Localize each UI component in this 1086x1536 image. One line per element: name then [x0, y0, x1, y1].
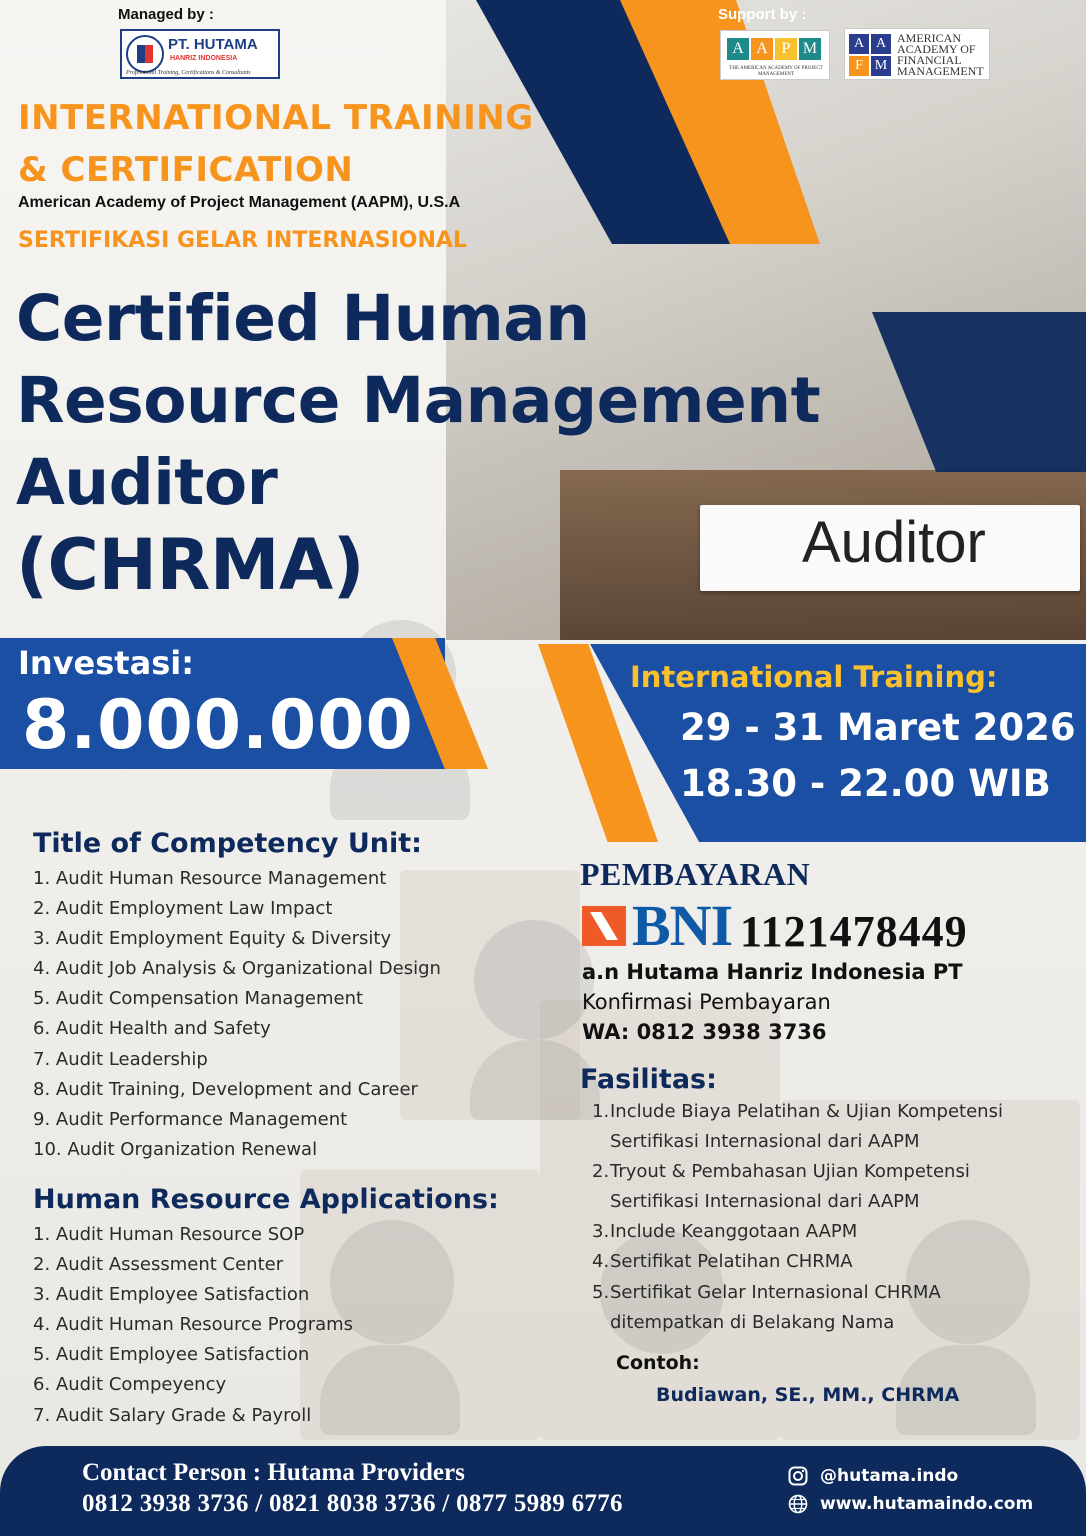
- list-item-text: ditempatkan di Belakang Nama: [610, 1311, 895, 1333]
- list-item-number: 1.: [592, 1101, 610, 1122]
- managed-by-label: Managed by :: [118, 6, 214, 23]
- list-item: 8. Audit Training, Development and Career: [33, 1078, 418, 1100]
- list-item: 4. Audit Human Resource Programs: [33, 1314, 354, 1336]
- auditor-nameplate-text: Auditor: [802, 510, 986, 575]
- training-label: International Training:: [630, 660, 998, 694]
- aapm-tile: M: [799, 38, 821, 60]
- list-item: 5. Audit Employee Satisfaction: [33, 1344, 310, 1366]
- investment-value: 8.000.000: [22, 686, 414, 765]
- training-date: 29 - 31 Maret 2026: [680, 706, 1076, 749]
- hutama-logo-sub: HANRIZ INDONESIA: [170, 55, 238, 62]
- aafm-tile: A: [871, 34, 891, 54]
- account-holder: a.n Hutama Hanriz Indonesia PT: [582, 960, 963, 984]
- aafm-name-line: AMERICAN: [897, 31, 962, 45]
- aapm-caption: THE AMERICAN ACADEMY OF PROJECT MANAGEMENT: [729, 66, 823, 77]
- aafm-name-line: ACADEMY OF: [897, 42, 976, 56]
- support-by-label: Support by :: [718, 6, 807, 23]
- list-item: [592, 1217, 1003, 1247]
- course-title-line: Certified Human: [16, 282, 590, 355]
- applications-list: [33, 1220, 353, 1431]
- contact-person-title: Contact Person : Hutama Providers: [82, 1459, 465, 1486]
- list-item-number: 5.: [592, 1281, 610, 1303]
- website-link[interactable]: [788, 1494, 1033, 1514]
- list-item: 6. Audit Compeyency: [33, 1374, 227, 1396]
- payment-whatsapp: WA: 0812 3938 3736: [582, 1020, 827, 1044]
- applications-title: Human Resource Applications:: [33, 1184, 499, 1215]
- bank-name: BNI: [632, 893, 733, 958]
- program-heading-line: INTERNATIONAL TRAINING: [18, 98, 534, 138]
- instagram-icon: [788, 1466, 808, 1486]
- aafm-name-line: MANAGEMENT: [897, 64, 984, 78]
- instagram-link[interactable]: [788, 1466, 958, 1486]
- auditor-nameplate: [700, 505, 1080, 591]
- list-item: 1. Audit Human Resource SOP: [33, 1224, 305, 1245]
- list-item: 9. Audit Performance Management: [33, 1108, 348, 1130]
- list-item-text: Sertifikat Pelatihan CHRMA: [610, 1251, 853, 1273]
- investment-label: Investasi:: [18, 644, 194, 682]
- aafm-tile: M: [871, 56, 891, 76]
- aapm-logo: [720, 30, 830, 80]
- list-item: 10. Audit Organization Renewal: [33, 1138, 318, 1160]
- list-item: 2. Audit Employment Law Impact: [33, 898, 333, 920]
- hutama-logo-name: PT. HUTAMA: [168, 36, 258, 53]
- competency-list: [33, 864, 441, 1165]
- payment-confirm-label: Konfirmasi Pembayaran: [582, 990, 831, 1014]
- aafm-logo: [844, 28, 990, 80]
- list-item: [592, 1247, 1003, 1277]
- organization-name: American Academy of Project Management (AAPM), U.S.A: [18, 194, 461, 211]
- program-heading-line: & CERTIFICATION: [18, 150, 354, 190]
- aafm-tile: A: [849, 34, 869, 54]
- list-item-text: Sertifikat Gelar Internasional CHRMA: [610, 1281, 941, 1303]
- facilities-list: [592, 1097, 1003, 1338]
- list-item: 5. Audit Compensation Management: [33, 988, 364, 1010]
- hutama-logo-tagline: Professional Training, Certifications & Consultants: [126, 70, 251, 76]
- hutama-logo: [120, 29, 280, 79]
- example-label: Contoh:: [616, 1352, 700, 1374]
- certification-subheading: SERTIFIKASI GELAR INTERNASIONAL: [18, 228, 467, 253]
- contact-phones: 0812 3938 3736 / 0821 8038 3736 / 0877 5989 6776: [82, 1490, 623, 1517]
- list-item-text: Sertifikasi Internasional dari AAPM: [610, 1131, 920, 1153]
- course-title-line: Auditor: [16, 446, 278, 519]
- list-item: 2. Audit Assessment Center: [33, 1254, 284, 1276]
- aapm-tile: A: [727, 38, 749, 60]
- list-item: [592, 1278, 1003, 1338]
- person-silhouette-icon: [474, 920, 594, 1040]
- facilities-title: Fasilitas:: [580, 1064, 717, 1095]
- competency-title: Title of Competency Unit:: [33, 828, 422, 859]
- list-item-number: 2.: [592, 1161, 610, 1183]
- list-item: [592, 1097, 1003, 1157]
- list-item-number: 4.: [592, 1251, 610, 1273]
- list-item-number: 3.: [592, 1221, 610, 1243]
- list-item-text: Include Biaya Pelatihan & Ujian Kompetensi: [610, 1101, 1003, 1122]
- account-number: 1121478449: [740, 907, 968, 956]
- list-item: 3. Audit Employment Equity & Diversity: [33, 928, 392, 950]
- list-item: [592, 1157, 1003, 1217]
- list-item: 3. Audit Employee Satisfaction: [33, 1284, 310, 1306]
- example-value: Budiawan, SE., MM., CHRMA: [656, 1384, 960, 1406]
- aafm-name: [897, 33, 984, 77]
- bni-logo-icon: [582, 906, 626, 946]
- aapm-tile: A: [751, 38, 773, 60]
- list-item-text: Include Keanggotaan AAPM: [610, 1221, 858, 1243]
- list-item: 4. Audit Job Analysis & Organizational Design: [33, 958, 441, 980]
- aafm-name-line: FINANCIAL: [897, 53, 962, 67]
- aafm-tile: F: [849, 56, 869, 76]
- website-url: www.hutamaindo.com: [820, 1494, 1034, 1514]
- instagram-handle: @hutama.indo: [820, 1466, 959, 1486]
- globe-icon: [788, 1494, 808, 1514]
- aapm-tile: P: [775, 38, 797, 60]
- payment-title: PEMBAYARAN: [580, 856, 811, 892]
- hutama-emblem-icon: [126, 35, 164, 73]
- list-item: 7. Audit Leadership: [33, 1048, 208, 1070]
- list-item: 7. Audit Salary Grade & Payroll: [33, 1404, 312, 1426]
- course-title-line: Resource Management: [16, 364, 821, 437]
- list-item-text: Tryout & Pembahasan Ujian Kompetensi: [610, 1161, 970, 1183]
- list-item: 6. Audit Health and Safety: [33, 1018, 271, 1040]
- program-heading: [18, 92, 534, 196]
- list-item: 1. Audit Human Resource Management: [33, 868, 387, 889]
- training-time: 18.30 - 22.00 WIB: [680, 762, 1051, 805]
- list-item-text: Sertifikasi Internasional dari AAPM: [610, 1191, 920, 1213]
- course-title-line: (CHRMA): [16, 524, 365, 606]
